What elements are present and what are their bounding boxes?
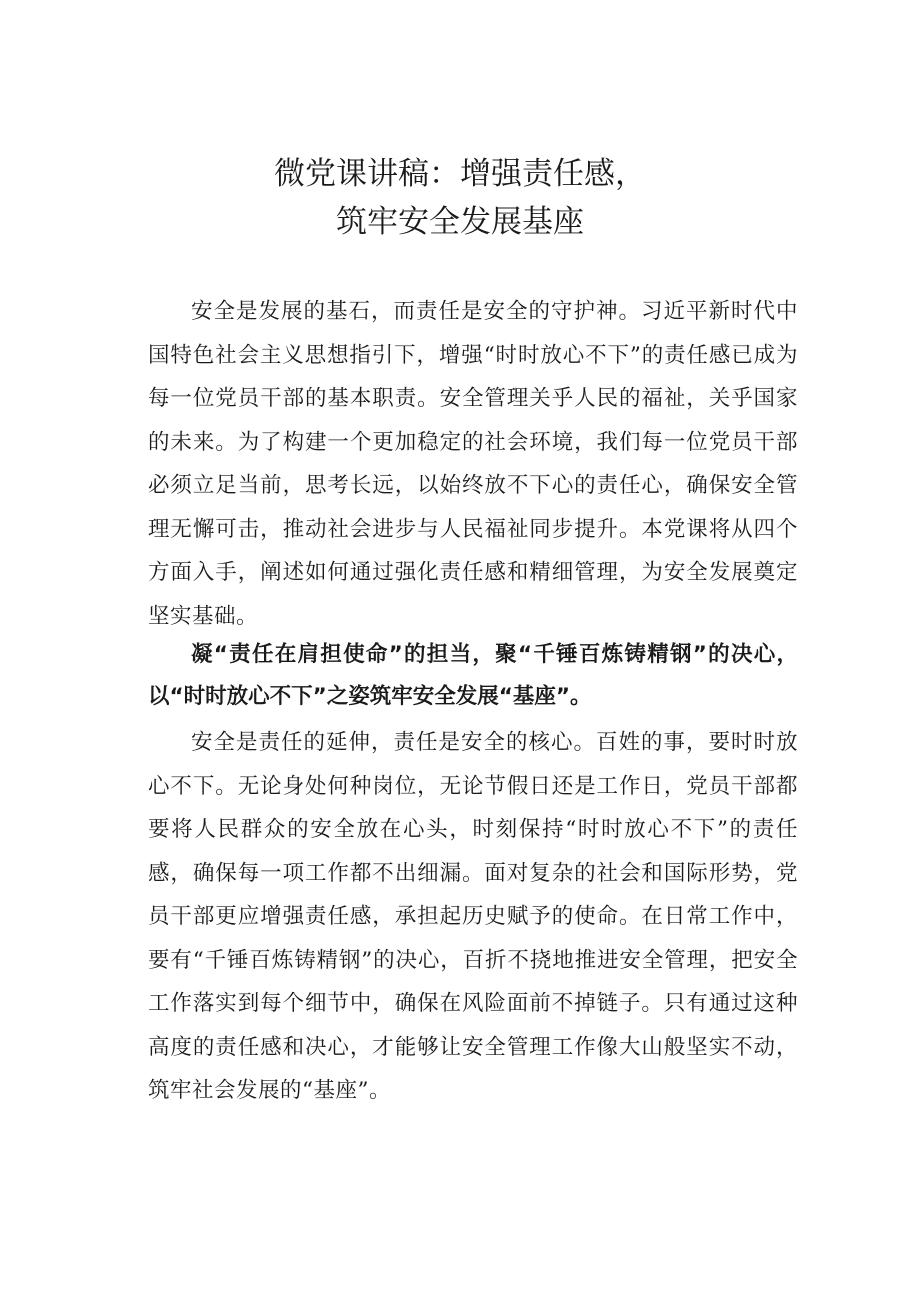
title-line-2: 筑牢安全发展基座 [336,204,584,240]
document-title [0,150,920,246]
body-paragraph: 安全是责任的延伸，责任是安全的核心。百姓的事，要时时放心不下。无论身处何种岗位，无论节假日还是工作日，党员干部都要将人民群众的安全放在心头，时刻保持“时时放心不下”的责任感，确保每一项工作都不出细漏。面对复杂的社会和国际形势，党员干部更应增强责任感，承担起历史赋予的使命。在日常工作中，要有“千锤百炼铸精钢”的决心，百折不挠地推进安全管理，把安全工作落实到每个细节中，确保在风险面前不掉链子。只有通过这种高度的责任感和决心，才能够让安全管理工作像大山般坚实不动，筑牢社会发展的“基座”。 [148,730,798,1103]
title-line-1: 微党课讲稿：增强责任感， [274,156,646,192]
section-heading: 凝“责任在肩担使命”的担当，聚“千锤百炼铸精钢”的决心，以“时时放心不下”之姿筑牢安全发展“基座”。 [148,642,798,709]
intro-paragraph: 安全是发展的基石，而责任是安全的守护神。习近平新时代中国特色社会主义思想指引下，增强“时时放心不下”的责任感已成为每一位党员干部的基本职责。安全管理关乎人民的福祉，关乎国家的未来。为了构建一个更加稳定的社会环境，我们每一位党员干部必须立足当前，思考长远，以始终放不下心的责任心，确保安全管理无懈可击，推动社会进步与人民福祉同步提升。本党课将从四个方面入手，阐述如何通过强化责任感和精细管理，为安全发展奠定坚实基础。 [148,299,798,629]
